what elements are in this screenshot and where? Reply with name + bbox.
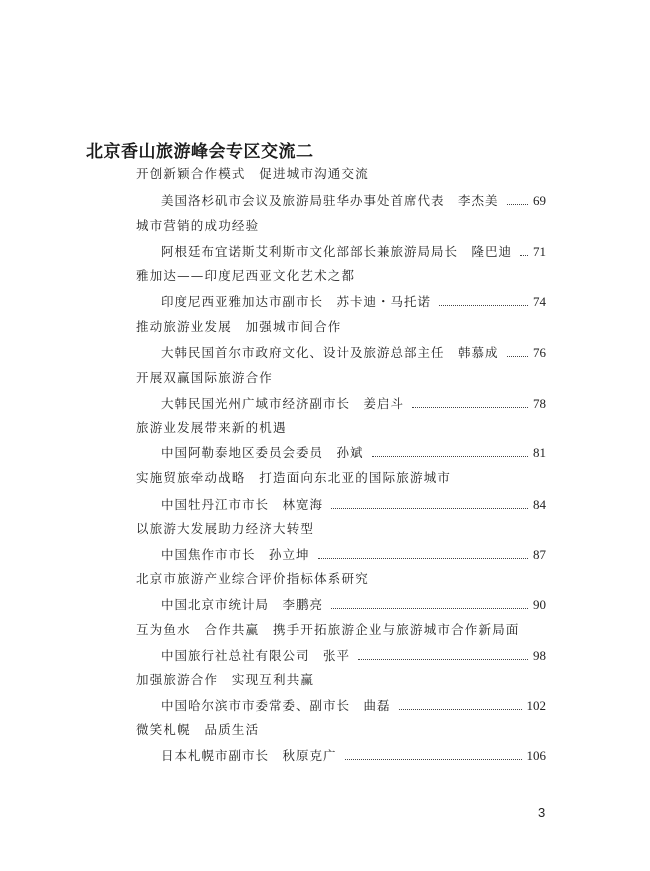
toc-entry-page: 76 [533,345,546,360]
dot-leader [358,659,528,660]
toc-entry-author-line [161,244,546,260]
toc-entry-page: 78 [533,396,546,411]
dot-leader [439,305,528,306]
toc-entry-title: 互为鱼水 合作共赢 携手开拓旅游企业与旅游城市合作新局面 [136,622,520,637]
toc-entry-page: 71 [533,244,546,259]
dot-leader [372,456,528,457]
toc-entry-page: 98 [533,648,546,663]
toc-entry-author: 中国北京市统计局 李鹏亮 [161,597,324,612]
toc-entry-page: 102 [526,698,546,713]
toc-entry-author: 大韩民国首尔市政府文化、设计及旅游总部主任 韩慕成 [161,345,499,360]
toc-entry-author: 美国洛杉矶市会议及旅游局驻华办事处首席代表 李杰美 [161,193,499,208]
page-number: 3 [538,805,546,820]
toc-entry-author-line [161,445,546,461]
toc-entry-author-line [161,748,546,764]
toc-entry-author-line [161,294,546,310]
dot-leader [520,255,528,256]
toc-entry-author: 阿根廷布宜诺斯艾利斯市文化部部长兼旅游局局长 隆巴迪 [161,244,513,259]
dot-leader [507,204,528,205]
dot-leader [331,608,528,609]
toc-entry-page: 90 [533,597,546,612]
toc-entry-title: 推动旅游业发展 加强城市间合作 [136,319,342,334]
toc-entry-title: 北京市旅游产业综合评价指标体系研究 [136,571,369,586]
dot-leader [507,356,528,357]
toc-entry-title: 实施贸旅牵动战略 打造面向东北亚的国际旅游城市 [136,470,452,485]
toc-entry-author: 大韩民国光州广域市经济副市长 姜启斗 [161,396,405,411]
dot-leader [399,709,522,710]
toc-entry-author: 中国哈尔滨市市委常委、副市长 曲磊 [161,698,391,713]
toc-entry-title: 开创新颖合作模式 促进城市沟通交流 [136,166,369,181]
toc-entry-author: 日本札幌市副市长 秋原克广 [161,748,337,763]
toc-entry-page: 74 [533,294,546,309]
toc-entry-author-line [161,597,546,613]
dot-leader [318,558,528,559]
dot-leader [331,508,528,509]
toc-entry-author: 中国牡丹江市市长 林宽海 [161,497,324,512]
toc-entry-page: 106 [526,748,546,763]
toc-entry-page: 81 [533,445,546,460]
toc-entry-author: 印度尼西亚雅加达市副市长 苏卡迪・马托诺 [161,294,432,309]
toc-entry-title: 微笑札幌 品质生活 [136,722,260,737]
section-title: 北京香山旅游峰会专区交流二 [86,142,314,162]
toc-entry-page: 87 [533,547,546,562]
toc-entry-author-line [161,547,546,563]
toc-entry-author: 中国焦作市市长 孙立坤 [161,547,310,562]
toc-entry-author: 中国阿勒泰地区委员会委员 孙斌 [161,445,364,460]
toc-entry-title: 旅游业发展带来新的机遇 [136,420,287,435]
toc-entry-author: 中国旅行社总社有限公司 张平 [161,648,351,663]
toc-entry-page: 69 [533,193,546,208]
toc-entry-title: 以旅游大发展助力经济大转型 [136,521,315,536]
toc-entry-author-line [161,396,546,412]
toc-entry-author-line [161,698,546,714]
toc-entry-author-line [161,345,546,361]
toc-entry-title: 加强旅游合作 实现互利共赢 [136,672,315,687]
toc-entry-author-line [161,497,546,513]
toc-entry-title: 城市营销的成功经验 [136,218,260,233]
dot-leader [412,407,528,408]
toc-entry-title: 雅加达——印度尼西亚文化艺术之都 [136,268,356,283]
dot-leader [345,759,522,760]
toc-entry-page: 84 [533,497,546,512]
toc-entry-title: 开展双赢国际旅游合作 [136,370,274,385]
toc-entry-author-line [161,648,546,664]
toc-entry-author-line [161,193,546,209]
